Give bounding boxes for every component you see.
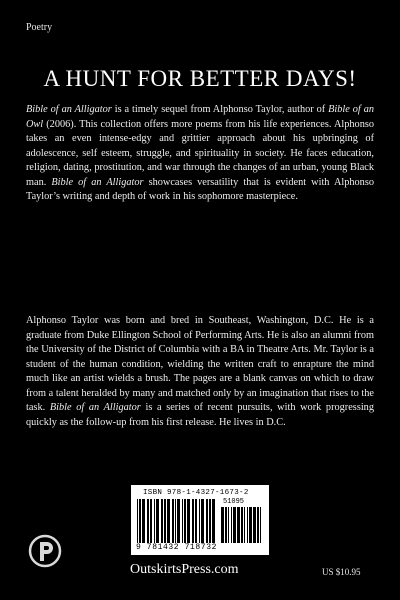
barcode-bar [192, 499, 194, 543]
barcode-bar [233, 507, 236, 543]
barcode-bar [201, 499, 204, 543]
barcode-bar [150, 499, 152, 543]
synopsis-text: (2006). This collection offers more poems from his life experiences. Alphonso takes an even intense-edgy and grittier approach about his upbringing of adolescence, self esteem, struggle, and spirituality in society. He faces education, religion, dating, prostitution, and war through the changes of an urban, young Black man. [26, 118, 374, 188]
barcode-bar [154, 499, 155, 543]
price-text: US $10.95 [322, 567, 361, 577]
barcode-bar [231, 507, 232, 543]
barcode-bar [182, 499, 183, 543]
barcode-bar [147, 499, 149, 543]
barcode-bar [177, 499, 180, 543]
genre-label: Poetry [26, 22, 53, 33]
headline: A HUNT FOR BETTER DAYS! [43, 66, 357, 91]
barcode-bar [161, 499, 163, 543]
ean-text: 9 781432 718732 [136, 543, 218, 552]
outskirts-press-logo-icon [28, 534, 62, 568]
barcode-bar [212, 499, 215, 543]
book-title-italic: Bible of an Owl [26, 104, 374, 130]
publisher-url: OutskirtsPress.com [130, 562, 239, 577]
barcode-bar [199, 499, 200, 543]
barcode-bar [164, 499, 166, 543]
bio-text: is a series of recent pursuits, with work progressing quickly as the follow-up from his first release. He lives in D.C. [26, 402, 374, 428]
barcode-bar [184, 499, 186, 543]
bio-text: Alphonso Taylor was born and bred in Southeast, Washington, D.C. He is a graduate from Duke Ellington School of Performing Arts. He is also an alumni from the University of the District of Columbia with a BA in Theatre Arts. Mr. Taylor is a student of the human condition, wielding the written craft to enrapture the mind much like an artist wields a brush. The pages are a blank canvas on which to draw from a talent heralded by many and matched only by an imagination that rises to the task. [26, 315, 374, 413]
barcode-bar [175, 499, 176, 543]
barcode-bar [187, 499, 190, 543]
barcode-bar [244, 507, 245, 543]
barcode-bar [253, 507, 256, 543]
author-bio-paragraph [26, 314, 374, 430]
barcode-bar [142, 499, 145, 543]
barcode-bar [241, 507, 243, 543]
barcode-bar [257, 507, 259, 543]
synopsis-text: is a timely sequel from Alphonso Taylor, author of [111, 104, 329, 115]
barcode-bar [172, 499, 174, 543]
barcode-bar [209, 499, 211, 543]
barcode-bar [237, 507, 240, 543]
barcode-bar [206, 499, 208, 543]
synopsis-text: showcases versatility that is evident with Alphonso Taylor’s writing and depth of work in his sophomore masterpiece. [26, 176, 374, 202]
barcode-bar [137, 499, 138, 543]
barcode-bar [247, 507, 248, 543]
barcode-bar [195, 499, 197, 543]
isbn-text: ISBN 978-1-4327-1673-2 [143, 489, 249, 497]
synopsis-paragraph [26, 103, 374, 205]
barcode-bars [137, 499, 217, 543]
barcode-bar [228, 507, 229, 543]
barcode-bar [260, 507, 261, 543]
addon-barcode-bars [221, 507, 263, 543]
barcode-label [131, 485, 269, 555]
barcode-bar [221, 507, 224, 543]
barcode-bar [139, 499, 141, 543]
book-title-italic: Bible of an Alligator [26, 104, 112, 115]
book-title-italic: Bible of an Alligator [51, 176, 144, 188]
book-title-italic: Bible of an Alligator [49, 402, 141, 413]
barcode-bar [156, 499, 159, 543]
price-code-text: 51095 [223, 498, 245, 506]
barcode-bar [249, 507, 252, 543]
barcode-bar [225, 507, 227, 543]
barcode-bar [167, 499, 170, 543]
